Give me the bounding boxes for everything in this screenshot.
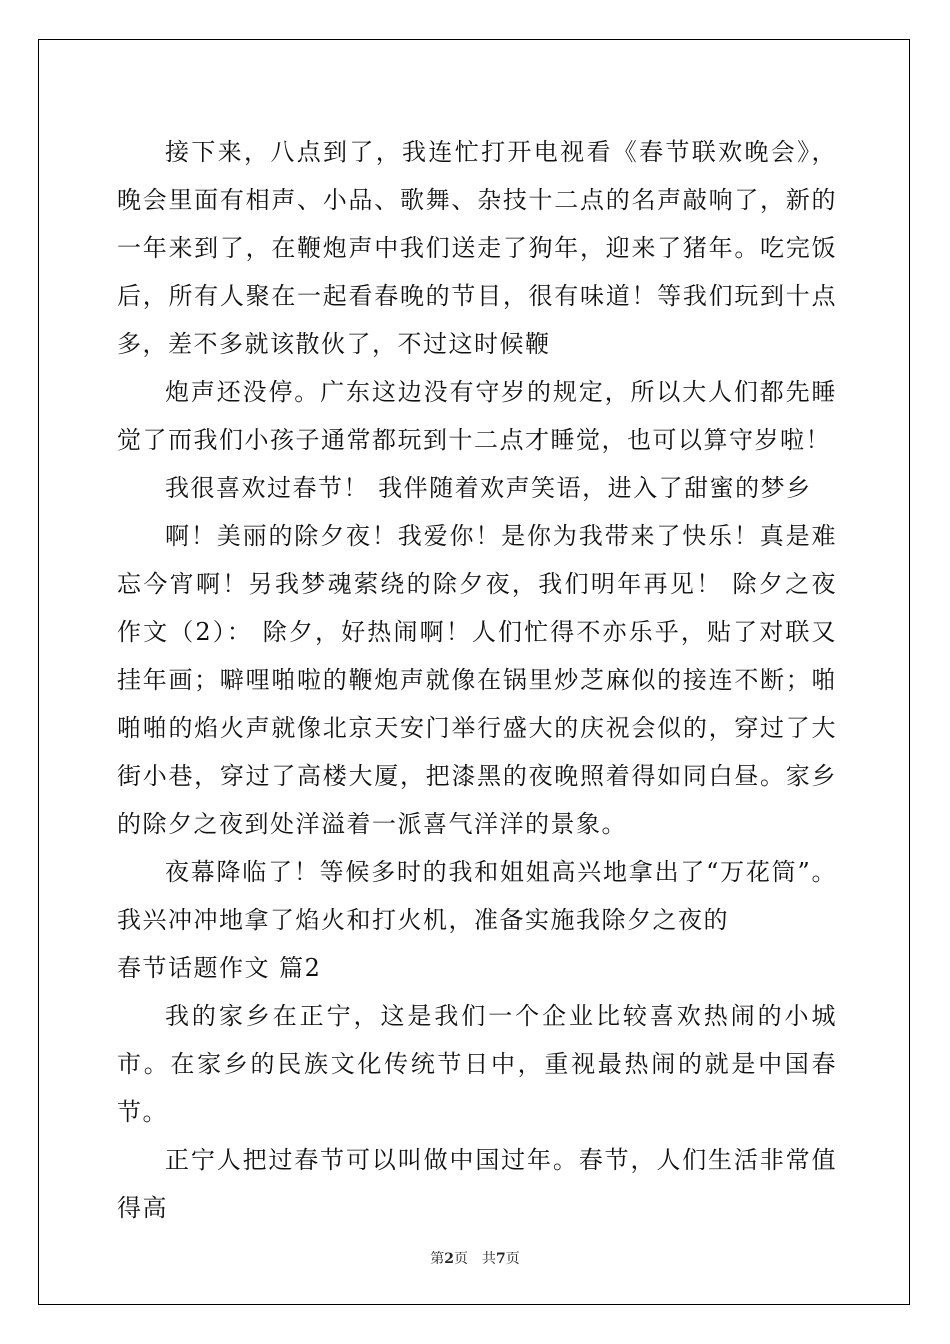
section-heading: 春节话题作文 篇2 xyxy=(117,954,322,982)
paragraph: 啊！美丽的除夕夜！我爱你！是你为我带来了快乐！真是难忘今宵啊！另我梦魂萦绕的除夕夜，我们明年再见！ 除夕之夜作文（2）： 除夕，好热闹啊！人们忙得不亦乐乎，贴了对联又挂年画；噼哩啪啦的鞭炮声就像在锅里炒芝麻似的接连不断；啪啪啪的焰火声就像北京天安门举行盛大的庆祝会似的，穿过了大街小巷，穿过了高楼大厦，把漆黑的夜晚照着得如同白昼。家乡的除夕之夜到处洋溢着一派喜气洋洋的景象。 xyxy=(117,522,837,838)
paragraph: 正宁人把过春节可以叫做中国过年。春节，人们生活非常值得高 xyxy=(117,1146,837,1222)
paragraph: 炮声还没停。广东这边没有守岁的规定，所以大人们都先睡觉了而我们小孩子通常都玩到十二点才睡觉，也可以算守岁啦！ xyxy=(117,378,837,454)
page-total: 7 xyxy=(496,1251,506,1267)
total-prefix: 共 xyxy=(482,1251,496,1267)
paragraph: 接下来，八点到了，我连忙打开电视看《春节联欢晚会》，晚会里面有相声、小品、歌舞、杂技十二点的名声敲响了，新的一年来到了，在鞭炮声中我们送走了狗年，迎来了猪年。吃完饭后，所有人聚在一起看春晚的节目，很有味道！等我们玩到十点多，差不多就该散伙了，不过这时候鞭 xyxy=(117,138,837,358)
page-current: 2 xyxy=(444,1251,454,1267)
total-suffix: 页 xyxy=(505,1251,520,1267)
page-prefix: 第 xyxy=(430,1251,445,1267)
paragraph: 我的家乡在正宁，这是我们一个企业比较喜欢热闹的小城市。在家乡的民族文化传统节日中，重视最热闹的就是中国春节。 xyxy=(117,1002,837,1126)
document-body xyxy=(117,128,837,1232)
paragraph: 我很喜欢过春节！ 我伴随着欢声笑语，进入了甜蜜的梦乡 xyxy=(165,474,812,502)
paragraph: 夜幕降临了！等候多时的我和姐姐高兴地拿出了“万花筒”。我兴冲冲地拿了焰火和打火机，准备实施我除夕之夜的 xyxy=(117,858,837,934)
page-suffix: 页 xyxy=(454,1251,468,1267)
page-footer xyxy=(0,1248,950,1268)
